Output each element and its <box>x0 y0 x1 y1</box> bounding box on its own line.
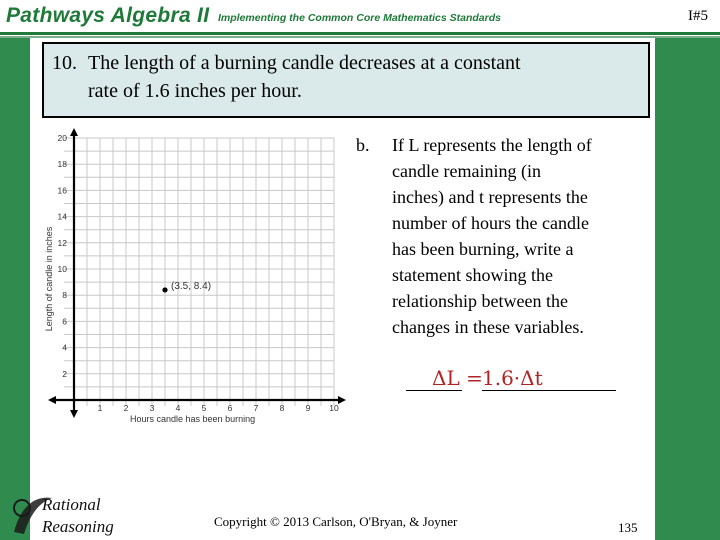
y-tick-label: 20 <box>57 133 67 143</box>
copyright-text: Copyright © 2013 Carlson, O'Bryan, & Joyner <box>214 514 458 529</box>
header <box>0 0 720 34</box>
y-tick-label: 4 <box>62 342 67 353</box>
graph-grid <box>64 138 334 406</box>
x-axis-arrow-left <box>48 396 56 404</box>
y-tick-label: 16 <box>57 185 67 196</box>
x-tick-label: 2 <box>123 403 129 413</box>
problem-statement-box <box>42 42 650 118</box>
part-b-text: If L represents the length of candle remaining (in inches) and t represents the number of hours the candle has been burning, write a statement showing the relationship between the changes in these variables. <box>392 135 592 337</box>
logo-text-line-1: Rational <box>42 495 101 514</box>
problem-text-line-2: rate of 1.6 inches per hour. <box>88 80 302 102</box>
y-axis-arrow <box>70 128 78 136</box>
header-rule <box>0 32 720 35</box>
rational-reasoning-logo <box>8 492 138 538</box>
y-tick-label: 6 <box>62 316 67 327</box>
right-sidebar-band <box>655 38 720 540</box>
x-axis-arrow <box>338 396 346 404</box>
x-tick-label: 6 <box>227 403 233 413</box>
data-point-label: (3.5, 8.4) <box>171 280 212 292</box>
problem-number: 10. <box>52 52 77 74</box>
brand-tagline: Implementing the Common Core Mathematics Standards <box>218 12 501 24</box>
x-tick-label: 9 <box>305 403 311 413</box>
data-point <box>162 287 167 292</box>
answer-rhs: 1.6·Δt <box>482 366 543 390</box>
page-number: 135 <box>618 520 638 535</box>
x-tick-label: 5 <box>201 403 207 413</box>
y-tick-label: 14 <box>57 211 67 222</box>
y-tick-label: 10 <box>57 264 67 274</box>
x-tick-label: 1 <box>97 403 103 413</box>
part-b-letter: b. <box>356 135 370 155</box>
answer-blank-line-2 <box>482 390 616 391</box>
graph-axes <box>48 128 346 418</box>
x-tick-label: 8 <box>279 403 285 413</box>
answer-area <box>400 364 640 396</box>
candle-graph <box>40 128 350 430</box>
brand-title: Pathways Algebra II <box>6 4 210 27</box>
graph-point-group <box>162 281 211 293</box>
y-axis-label: Length of candle in inches <box>44 226 54 332</box>
x-axis-label: Hours candle has been burning <box>130 414 256 424</box>
x-tick-label: 10 <box>329 403 339 413</box>
logo-text-line-2: Reasoning <box>42 517 114 536</box>
y-axis-arrow-down <box>70 410 78 418</box>
y-tick-label: 8 <box>62 290 67 301</box>
x-tick-label: 7 <box>253 403 259 413</box>
y-tick-label: 18 <box>57 159 67 170</box>
answer-blank-line-1 <box>406 390 462 391</box>
answer-lhs: ΔL = <box>432 366 483 390</box>
y-tick-label: 12 <box>57 237 67 248</box>
slide-id: I#5 <box>688 8 708 24</box>
y-tick-label: 2 <box>62 368 67 379</box>
x-tick-label: 4 <box>175 403 181 413</box>
problem-text-line-1: The length of a burning candle decreases at a constant <box>88 52 521 74</box>
left-sidebar-band <box>0 38 30 540</box>
x-tick-label: 3 <box>149 403 155 413</box>
